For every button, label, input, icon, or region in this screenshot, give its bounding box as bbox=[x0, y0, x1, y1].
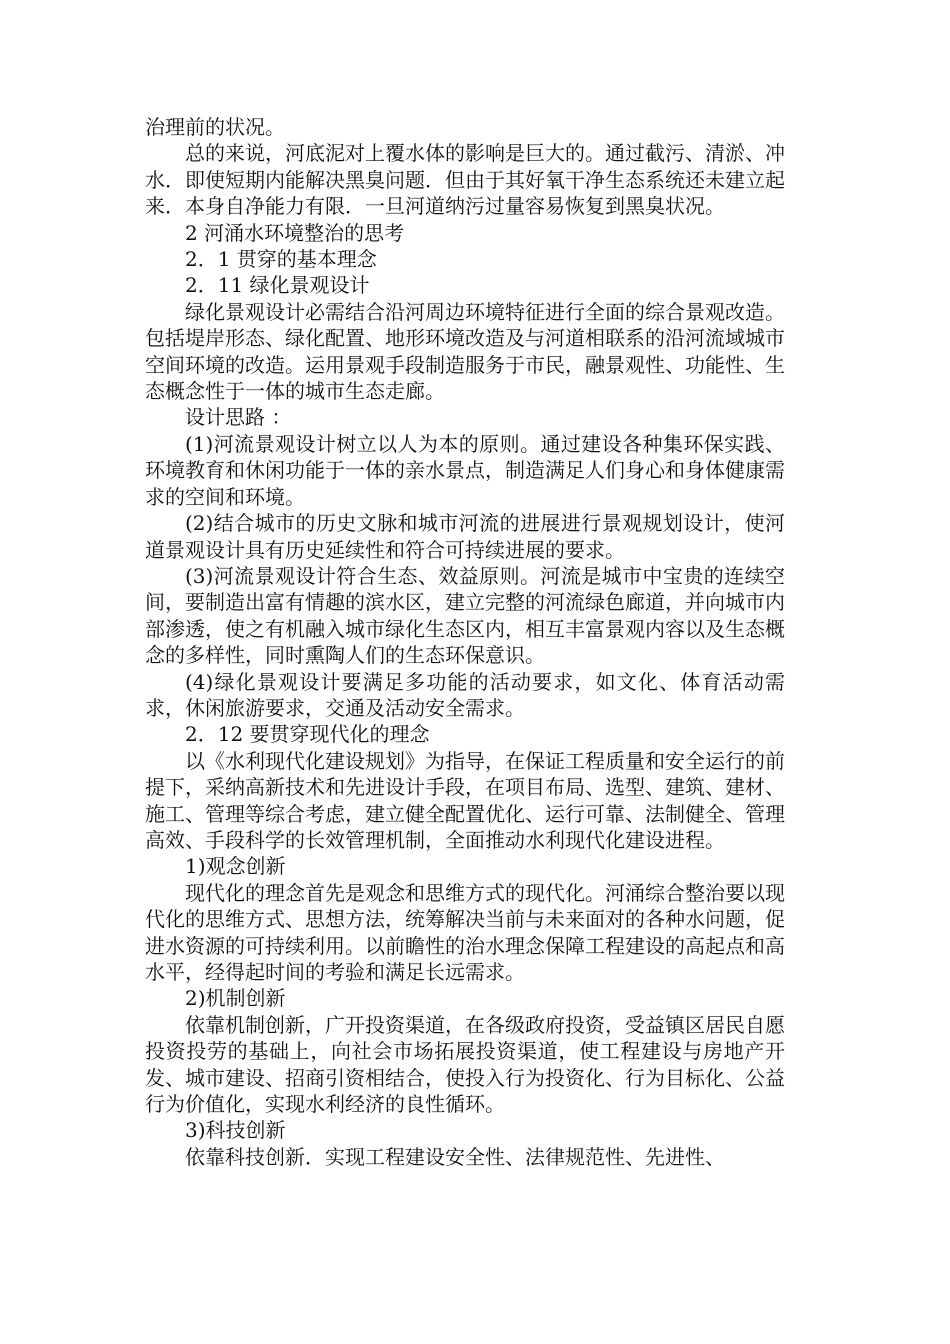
section-heading: 2 河涌水环境整治的思考 bbox=[185, 220, 405, 245]
paragraph: 总的来说，河底泥对上覆水体的影响是巨大的。通过截污、清淤、冲水．即使短期内能解决黑臭问题．但由于其好氧干净生态系统还未建立起来．本身自净能力有限．一旦河道纳污过量容易恢复到黑臭状况。 bbox=[145, 141, 785, 219]
paragraph: 现代化的理念首先是观念和思维方式的现代化。河涌综合整治要以现代化的思维方式、思想方法，统筹解决当前与未来面对的各种水问题，促进水资源的可持续利用。以前瞻性的治水理念保障工程建设的高起点和高水平，经得起时间的考验和满足长远需求。 bbox=[145, 880, 785, 984]
document-body bbox=[145, 114, 785, 1170]
paragraph: 治理前的状况。 bbox=[145, 115, 285, 139]
paragraph: 以《水利现代化建设规划》为指导，在保证工程质量和安全运行的前提下，采纳高新技术和先进设计手段，在项目布局、选型、建筑、建材、施工、管理等综合考虑，建立健全配置优化、运行可靠、法制健全、管理高效、手段科学的长效管理机制，全面推动水利现代化建设进程。 bbox=[145, 748, 785, 852]
paragraph: 依靠科技创新．实现工程建设安全性、法律规范性、先进性、 bbox=[185, 1144, 725, 1169]
item-heading: 1)观念创新 bbox=[185, 854, 286, 879]
list-item: (3)河流景观设计符合生态、效益原则。河流是城市中宝贵的连续空间，要制造出富有情趣的滨水区，建立完整的河流绿色廊道，并向城市内部渗透，使之有机融入城市绿化生态区内，相互丰富景观内容以及生态概念的多样性，同时熏陶人们的生态环保意识。 bbox=[145, 563, 785, 668]
item-heading: 2)机制创新 bbox=[185, 986, 286, 1011]
paragraph: 依靠机制创新，广开投资渠道，在各级政府投资，受益镇区居民自愿投资投劳的基础上，向社会市场拓展投资渠道，使工程建设与房地产开发、城市建设、招商引资相结合，使投入行为投资化、行为目标化、公益行为价值化，实现水利经济的良性循环。 bbox=[145, 1012, 785, 1117]
subsection-heading: 2．1 贯穿的基本理念 bbox=[185, 247, 377, 272]
item-heading: 3)科技创新 bbox=[185, 1118, 286, 1143]
list-item: (1)河流景观设计树立以人为本的原则。通过建设各种集环保实践、环境教育和休闲功能于一体的亲水景点，制造满足人们身心和身体健康需求的空间和环境。 bbox=[145, 431, 785, 509]
paragraph-label: 设计思路 ： bbox=[185, 405, 292, 430]
paragraph: 绿化景观设计必需结合沿河周边环境特征进行全面的综合景观改造。包括堤岸形态、绿化配置、地形环境改造及与河道相联系的沿河流域城市空间环境的改造。运用景观手段制造服务于市民，融景观性、功能性、生态概念性于一体的城市生态走廊。 bbox=[145, 299, 785, 404]
list-item: (4)绿化景观设计要满足多功能的活动要求，如文化、体育活动需求，休闲旅游要求，交通及活动安全需求。 bbox=[145, 669, 785, 720]
subsection-heading: 2．12 要贯穿现代化的理念 bbox=[185, 722, 430, 747]
list-item: (2)结合城市的历史文脉和城市河流的进展进行景观规划设计，使河道景观设计具有历史延续性和符合可持续进展的要求。 bbox=[145, 511, 785, 562]
subsection-heading: 2．11 绿化景观设计 bbox=[185, 273, 370, 298]
